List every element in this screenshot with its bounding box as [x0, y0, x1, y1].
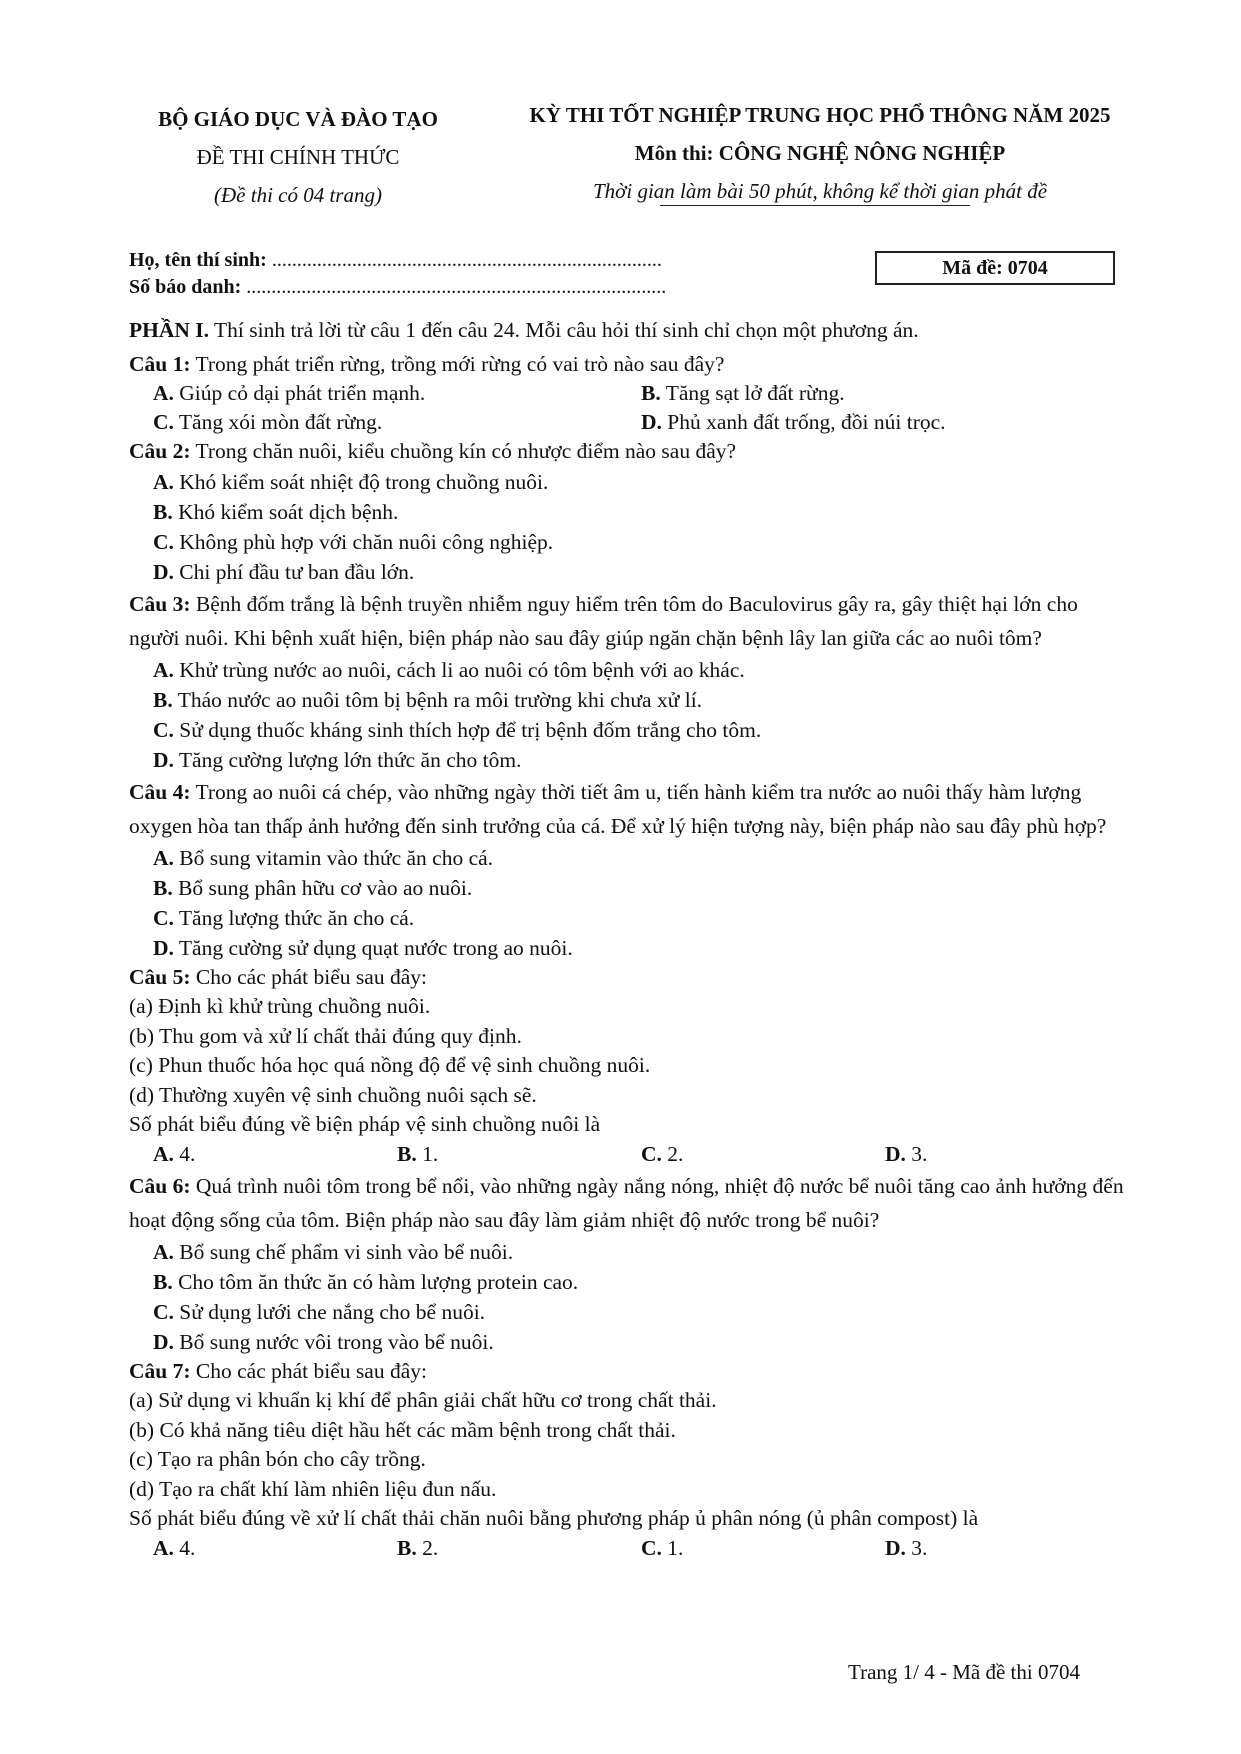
- option-letter: D.: [641, 410, 662, 434]
- option-b: [641, 379, 1129, 408]
- question-text: Cho các phát biểu sau đây:: [190, 1358, 427, 1383]
- option-letter: C.: [153, 905, 174, 930]
- candidate-name-label: Họ, tên thí sinh:: [129, 249, 267, 271]
- option-a: [129, 655, 1129, 685]
- option-text: Không phù hợp với chăn nuôi công nghiệp.: [179, 529, 554, 554]
- option-letter: C.: [641, 1141, 662, 1166]
- option-b: [397, 1534, 641, 1563]
- option-a: [153, 1534, 397, 1563]
- option-text: 4.: [179, 1535, 196, 1560]
- option-letter: A.: [153, 381, 174, 405]
- statement-c: (c) Tạo ra phân bón cho cây trồng.: [129, 1447, 426, 1471]
- options-row: [129, 1534, 1129, 1563]
- option-a: [129, 467, 1129, 497]
- option-text: 2.: [667, 1141, 684, 1166]
- option-letter: B.: [641, 381, 661, 405]
- option-text: Chi phí đầu tư ban đầu lớn.: [179, 559, 415, 584]
- option-letter: D.: [153, 1329, 174, 1354]
- option-letter: A.: [153, 469, 174, 494]
- option-letter: B.: [153, 875, 173, 900]
- option-c: [129, 1297, 1129, 1327]
- option-d: [129, 557, 1129, 587]
- question-5: [129, 963, 1129, 993]
- question-label: Câu 5:: [129, 964, 191, 989]
- option-d: [885, 1140, 1129, 1169]
- question-4: [129, 775, 1129, 843]
- option-letter: C.: [153, 1299, 174, 1324]
- option-text: Tăng lượng thức ăn cho cá.: [178, 905, 415, 930]
- question-text: Quá trình nuôi tôm trong bể nổi, vào những ngày nắng nóng, nhiệt độ nước bể nuôi tăng cao ảnh hưởng đến hoạt động sống của tôm. Biện pháp nào sau đây làm giảm nhiệt độ nước trong bể nuôi?: [129, 1173, 1124, 1232]
- option-a: [153, 1140, 397, 1169]
- option-b: [129, 1267, 1129, 1297]
- option-text: Bổ sung phân hữu cơ vào ao nuôi.: [178, 875, 473, 900]
- candidate-name-line: [129, 247, 666, 274]
- option-text: Bổ sung nước vôi trong vào bể nuôi.: [179, 1329, 494, 1354]
- statement-a: (a) Sử dụng vi khuẩn kị khí để phân giải chất hữu cơ trong chất thải.: [129, 1388, 717, 1412]
- header-right: [490, 96, 1150, 210]
- option-b: [129, 497, 1129, 527]
- option-d: [885, 1534, 1129, 1563]
- option-d: [129, 933, 1129, 963]
- ministry-name: BỘ GIÁO DỤC VÀ ĐÀO TẠO: [158, 107, 438, 131]
- option-text: Sử dụng lưới che nắng cho bể nuôi.: [179, 1299, 486, 1324]
- option-text: 1.: [667, 1535, 684, 1560]
- option-d: [641, 408, 1129, 437]
- option-text: Tăng sạt lở đất rừng.: [665, 381, 845, 405]
- question-1: [129, 350, 1129, 380]
- options-row: [129, 379, 1129, 408]
- question-7: [129, 1357, 1129, 1387]
- statement-a: (a) Định kì khử trùng chuồng nuôi.: [129, 994, 431, 1018]
- option-letter: A.: [153, 845, 174, 870]
- option-d: [129, 745, 1129, 775]
- option-text: 2.: [422, 1535, 439, 1560]
- question-2: [129, 437, 1129, 467]
- option-letter: B.: [153, 1269, 173, 1294]
- option-text: 1.: [422, 1141, 439, 1166]
- option-b: [397, 1140, 641, 1169]
- option-text: 3.: [911, 1535, 928, 1560]
- part1-title: PHẦN I.: [129, 318, 210, 342]
- option-text: Khử trùng nước ao nuôi, cách li ao nuôi có tôm bệnh với ao khác.: [179, 657, 745, 682]
- option-letter: B.: [397, 1535, 417, 1560]
- option-letter: C.: [153, 410, 174, 434]
- option-d: [129, 1327, 1129, 1357]
- option-text: Sử dụng thuốc kháng sinh thích hợp để trị bệnh đốm trắng cho tôm.: [179, 717, 762, 742]
- option-text: 3.: [911, 1141, 928, 1166]
- question-label: Câu 6:: [129, 1173, 191, 1198]
- option-text: Bổ sung chế phẩm vi sinh vào bể nuôi.: [179, 1239, 514, 1264]
- statement-b: (b) Có khả năng tiêu diệt hầu hết các mầm bệnh trong chất thải.: [129, 1417, 676, 1442]
- question-label: Câu 3:: [129, 591, 191, 616]
- option-b: [129, 685, 1129, 715]
- page-footer: Trang 1/ 4 - Mã đề thi 0704: [848, 1660, 1080, 1684]
- statement-b: (b) Thu gom và xử lí chất thải đúng quy định.: [129, 1023, 522, 1048]
- option-a: [129, 843, 1129, 873]
- pages-note: (Đề thi có 04 trang): [214, 183, 382, 207]
- header-left: [118, 100, 478, 214]
- subject-name: CÔNG NGHỆ NÔNG NGHIỆP: [718, 141, 1006, 165]
- option-letter: B.: [153, 687, 173, 712]
- question-label: Câu 4:: [129, 779, 191, 804]
- option-letter: A.: [153, 1141, 174, 1166]
- subject-label: Môn thi:: [634, 141, 714, 165]
- statement-c: (c) Phun thuốc hóa học quá nồng độ để vệ sinh chuồng nuôi.: [129, 1053, 651, 1077]
- question-stem: Số phát biểu đúng về biện pháp vệ sinh chuồng nuôi là: [129, 1112, 601, 1136]
- option-letter: C.: [153, 717, 174, 742]
- option-c: [153, 408, 641, 437]
- option-text: Tăng xói mòn đất rừng.: [178, 410, 383, 434]
- option-text: 4.: [179, 1141, 196, 1166]
- option-letter: D.: [153, 559, 174, 584]
- option-text: Cho tôm ăn thức ăn có hàm lượng protein cao.: [178, 1269, 579, 1294]
- option-a: [153, 379, 641, 408]
- option-text: Khó kiểm soát dịch bệnh.: [178, 499, 399, 524]
- option-c: [641, 1140, 885, 1169]
- question-text: Bệnh đốm trắng là bệnh truyền nhiễm nguy hiểm trên tôm do Baculovirus gây ra, gây thiệt hại lớn cho người nuôi. Khi bệnh xuất hiện, biện pháp nào sau đây giúp ngăn chặn bệnh lây lan giữa các ao nuôi tôm?: [129, 591, 1078, 650]
- exam-code-box: Mã đề: 0704: [875, 251, 1115, 285]
- option-letter: C.: [641, 1535, 662, 1560]
- option-letter: C.: [153, 529, 174, 554]
- candidate-name-dots: ..............................................................................: [271, 249, 662, 271]
- question-text: Trong phát triển rừng, trồng mới rừng có vai trò nào sau đây?: [190, 351, 725, 376]
- option-text: Phủ xanh đất trống, đồi núi trọc.: [667, 410, 946, 434]
- option-letter: A.: [153, 1535, 174, 1560]
- option-letter: D.: [885, 1535, 906, 1560]
- question-text: Trong chăn nuôi, kiểu chuồng kín có nhược điểm nào sau đây?: [190, 439, 737, 463]
- option-letter: D.: [153, 935, 174, 960]
- option-letter: D.: [885, 1141, 906, 1166]
- option-text: Tăng cường sử dụng quạt nước trong ao nuôi.: [178, 935, 573, 960]
- questions: [129, 316, 1129, 1563]
- question-text: Cho các phát biểu sau đây:: [190, 964, 427, 989]
- question-label: Câu 7:: [129, 1358, 191, 1383]
- option-text: Giúp cỏ dại phát triển mạnh.: [179, 381, 426, 405]
- candidate-id-line: [129, 274, 666, 301]
- official-label: ĐỀ THI CHÍNH THỨC: [196, 145, 400, 169]
- option-c: [129, 527, 1129, 557]
- statement-d: (d) Tạo ra chất khí làm nhiên liệu đun nấu.: [129, 1476, 497, 1501]
- subject-line: [490, 134, 1150, 172]
- options-row: [129, 1140, 1129, 1169]
- candidate-info: [129, 247, 666, 301]
- question-text: Trong ao nuôi cá chép, vào những ngày thời tiết âm u, tiến hành kiểm tra nước ao nuôi thấy hàm lượng oxygen hòa tan thấp ảnh hưởng đến sinh trưởng của cá. Để xử lý hiện tượng này, biện pháp nào sau đây phù hợp?: [129, 779, 1107, 838]
- option-text: Tăng cường lượng lớn thức ăn cho tôm.: [178, 747, 522, 772]
- question-stem: Số phát biểu đúng về xử lí chất thải chăn nuôi bằng phương pháp ủ phân nóng (ủ phân compost) là: [129, 1506, 979, 1530]
- option-letter: B.: [397, 1141, 417, 1166]
- option-letter: A.: [153, 657, 174, 682]
- option-text: Tháo nước ao nuôi tôm bị bệnh ra môi trường khi chưa xử lí.: [177, 687, 703, 712]
- exam-title: KỲ THI TỐT NGHIỆP TRUNG HỌC PHỔ THÔNG NĂM 2025: [529, 103, 1111, 127]
- part1-heading: [129, 316, 1129, 346]
- part1-instruction: Thí sinh trả lời từ câu 1 đến câu 24. Mỗi câu hỏi thí sinh chỉ chọn một phương án.: [209, 318, 919, 342]
- candidate-id-label: Số báo danh:: [129, 276, 242, 298]
- option-c: [129, 903, 1129, 933]
- option-c: [129, 715, 1129, 745]
- option-a: [129, 1237, 1129, 1267]
- option-letter: D.: [153, 747, 174, 772]
- option-text: Khó kiểm soát nhiệt độ trong chuồng nuôi.: [179, 469, 549, 494]
- statement-d: (d) Thường xuyên vệ sinh chuồng nuôi sạch sẽ.: [129, 1082, 537, 1107]
- option-letter: B.: [153, 499, 173, 524]
- time-note-underline: [660, 205, 970, 206]
- options-row: [129, 408, 1129, 437]
- time-note: Thời gian làm bài 50 phút, không kể thời gian phát đề: [592, 179, 1048, 203]
- question-label: Câu 1:: [129, 351, 191, 376]
- question-6: [129, 1169, 1129, 1237]
- option-letter: A.: [153, 1239, 174, 1264]
- question-label: Câu 2:: [129, 439, 191, 463]
- option-b: [129, 873, 1129, 903]
- question-3: [129, 587, 1129, 655]
- option-text: Bổ sung vitamin vào thức ăn cho cá.: [179, 845, 494, 870]
- option-c: [641, 1534, 885, 1563]
- candidate-id-dots: ....................................................................................: [246, 276, 667, 298]
